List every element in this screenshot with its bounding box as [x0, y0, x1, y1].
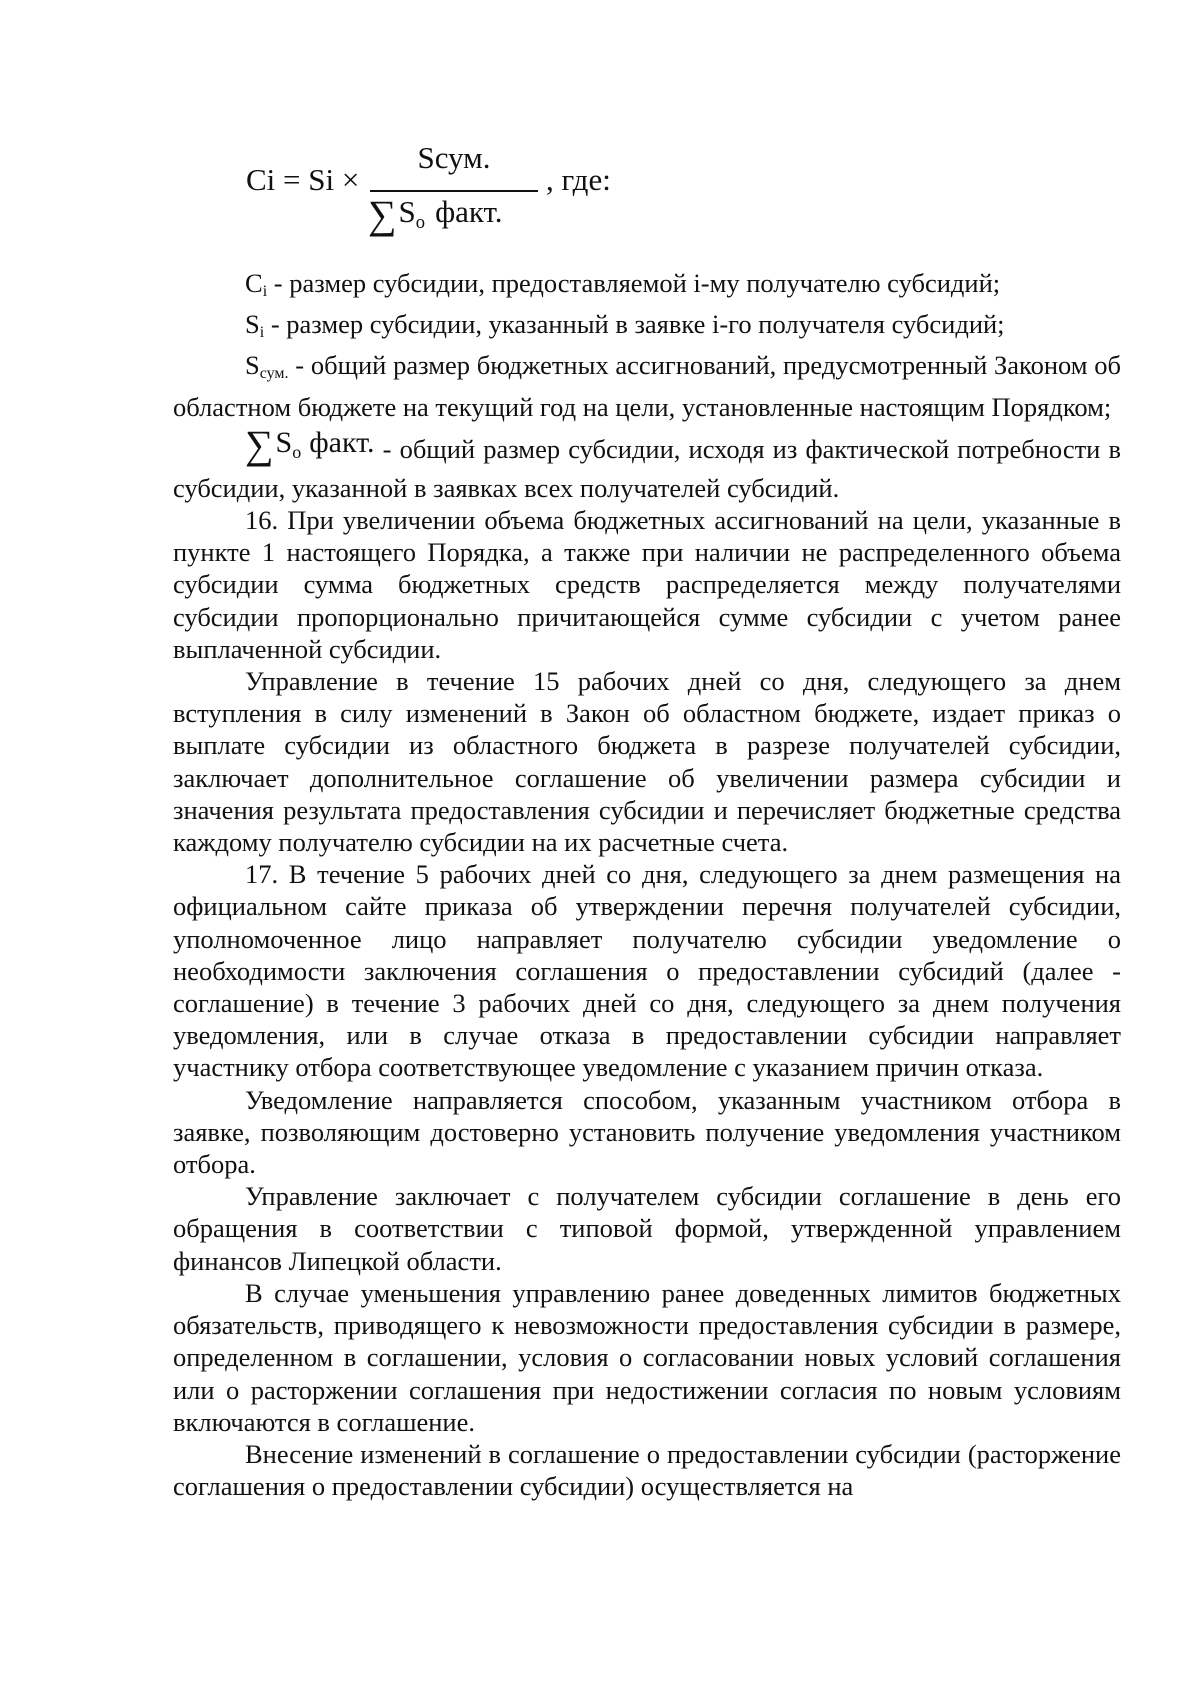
paragraph-17-limits: В случае уменьшения управлению ранее доведенных лимитов бюджетных обязательств, приводящего к невозможности предоставления субсидии в размере, определенном в соглашении, условия о согласовании новых условий соглашения или о расторжении соглашения при недостижении согласия по новым условиям включаются в соглашение.	[173, 1277, 1121, 1437]
paragraph-17-notification: Уведомление направляется способом, указанным участником отбора в заявке, позволяющим достоверно установить получение уведомления участником отбора.	[173, 1084, 1121, 1180]
subsidy-formula	[246, 140, 766, 250]
ssum-subscript: сум.	[259, 365, 289, 383]
formula-tail: , где:	[546, 162, 611, 197]
sigma-symbol: ∑	[368, 192, 397, 237]
ci-symbol: C	[245, 268, 263, 298]
definition-ssum	[173, 349, 1121, 422]
definition-ci	[173, 267, 1121, 308]
sum-subscript: o	[292, 441, 302, 462]
ssum-symbol: S	[245, 350, 260, 381]
paragraph-17-amendments: Внесение изменений в соглашение о предоставлении субсидии (расторжение соглашения о предоставлении субсидии) осуществляется на	[173, 1438, 1121, 1502]
si-text: - размер субсидии, указанный в заявке i-го получателя субсидий;	[264, 309, 1005, 340]
sum-s: S	[275, 425, 293, 459]
paragraph-16-management: Управление в течение 15 рабочих дней со дня, следующего за днем вступления в силу изменений в Закон об областном бюджете, издает приказ о выплате субсидии из областного бюджета в разрезе получателей субсидии, заключает дополнительное соглашение об увеличении размера субсидии и значения результата предоставления субсидии и перечисляет бюджетные средства каждому получателю субсидии на их расчетные счета.	[173, 666, 1121, 858]
definition-si	[173, 308, 1121, 349]
sum-fakt-text: - общий размер субсидии, исходя из фактической потребности в субсидии, указанной в заявках всех получателей субсидий.	[173, 433, 1121, 503]
denominator-fakt: факт.	[435, 194, 503, 229]
si-symbol: S	[245, 309, 260, 340]
sum-fakt-symbol	[245, 423, 375, 472]
paragraph-17-agreement: Управление заключает с получателем субсидии соглашение в день его обращения в соответствии с типовой формой, утвержденной управлением финансов Липецкой области.	[173, 1181, 1121, 1276]
definition-sum-fakt	[173, 423, 1121, 504]
sum-fakt: факт.	[309, 425, 375, 459]
paragraph-16: 16. При увеличении объема бюджетных ассигнований на цели, указанные в пункте 1 настоящего Порядка, а также при наличии не распределенного объема субсидии сумма бюджетных средств распределяется между получателями субсидии пропорционально причитающейся сумме субсидии с учетом ранее выплаченной субсидии.	[173, 505, 1121, 664]
denominator-s: S	[398, 194, 416, 229]
formula-numerator: Sсум.	[417, 140, 491, 175]
formula-denominator	[368, 194, 503, 235]
paragraph-17: 17. В течение 5 рабочих дней со дня, следующего за днем размещения на официальном сайте приказа об утверждении перечня получателей субсидии, уполномоченное лицо направляет получателю субсидии уведомление о необходимости заключения соглашения о предоставлении субсидий (далее - соглашение) в течение 3 рабочих дней со дня, следующего за днем получения уведомления, или в случае отказа в предоставлении субсидии направляет участнику отбора соответствующее уведомление с указанием причин отказа.	[173, 859, 1121, 1083]
si-subscript: i	[259, 324, 265, 342]
sum-sigma: ∑	[245, 421, 274, 467]
ssum-text: - общий размер бюджетных ассигнований, предусмотренный Законом об областном бюджете на текущий год на цели, установленные настоящим Порядком;	[173, 350, 1121, 422]
formula-lhs: Ci = Si ×	[246, 162, 360, 197]
formula-fraction	[368, 140, 540, 240]
document-body	[173, 267, 1121, 1502]
ci-text: - размер субсидии, предоставляемой i-му получателю субсидий;	[267, 268, 1001, 298]
denominator-subscript: o	[415, 212, 426, 233]
ci-subscript: i	[262, 283, 268, 300]
